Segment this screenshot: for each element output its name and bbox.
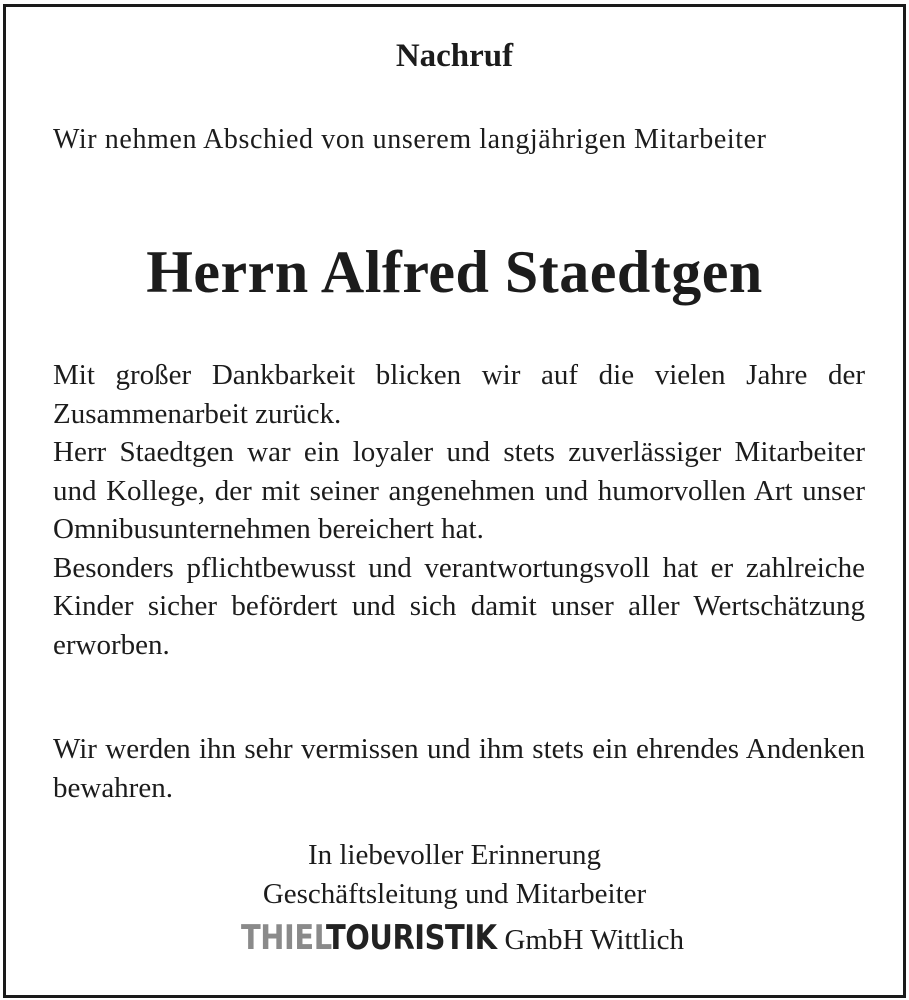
tribute-paragraph: Besonders pflichtbewusst und verantwortungsvoll hat er zahlreiche Kinder sicher befördert und sich damit unser aller Wertschätzung erworben. (53, 551, 865, 661)
tribute-paragraph: Herr Staedtgen war ein loyaler und stets zuverlässiger Mitarbeiter und Kollege, der mit seiner angenehmen und humorvollen Art unser Omnibusunternehmen bereichert hat. (53, 436, 865, 545)
company-logo-thiel: THIEL (241, 918, 332, 958)
signature-line-remembrance: In liebevoller Erinnerung (307, 839, 602, 871)
tribute-paragraph: Mit großer Dankbarkeit blicken wir auf die vielen Jahre der Zusammenarbeit zurück. (53, 359, 865, 430)
company-logo-touristik: TOURISTIK (325, 918, 497, 958)
company-line (0, 918, 909, 958)
deceased-name: Herrn Alfred Staedtgen (146, 239, 763, 305)
tribute-body (53, 356, 865, 664)
signature-block (0, 836, 909, 914)
signature-line-staff: Geschäftsleitung und Mitarbeiter (262, 878, 647, 910)
intro-text: Wir nehmen Abschied von unserem langjährigen Mitarbeiter (53, 124, 767, 155)
company-suffix: GmbH Wittlich (504, 924, 684, 956)
notice-heading: Nachruf (395, 38, 514, 74)
closing-text: Wir werden ihn sehr vermissen und ihm stets ein ehrendes Andenken bewahren. (53, 733, 865, 804)
